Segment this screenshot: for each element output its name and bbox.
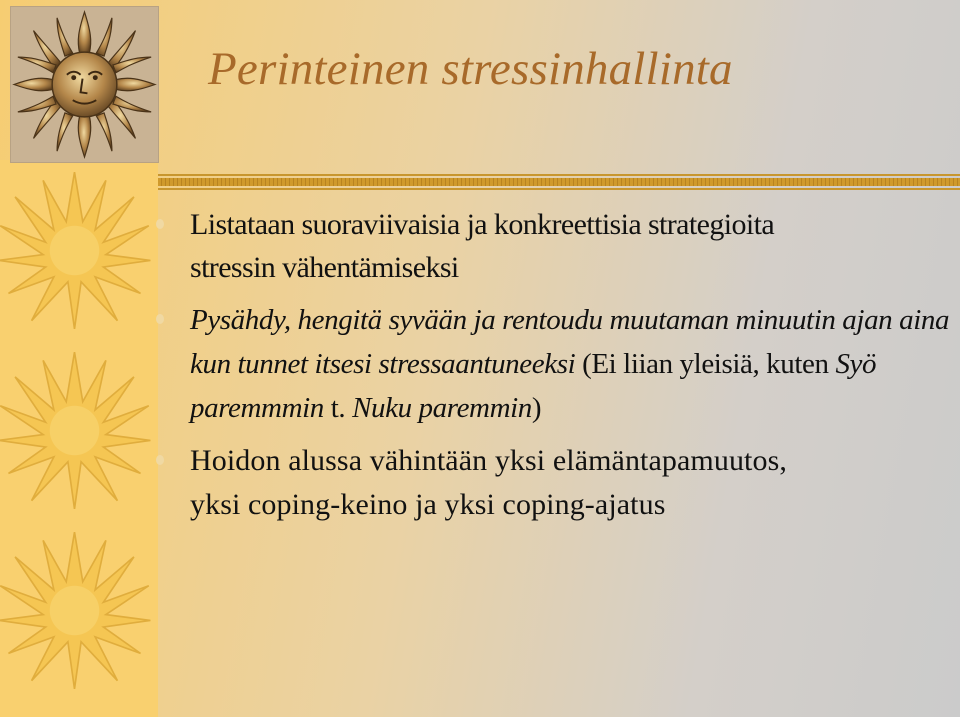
sun-icon	[0, 348, 157, 513]
bullet-marker	[156, 455, 164, 465]
left-decorative-band	[0, 160, 158, 717]
bullet-list	[150, 203, 950, 527]
bullet-text-italic: Pysähdy, hengitä syvään ja rentoudu muutaman minuutin ajan aina kun tunnet itsesi stressaantuneeksi	[190, 304, 950, 380]
bullet-text-plain: t.	[323, 392, 353, 424]
sun-icon	[0, 528, 157, 693]
bullet-text-italic: Syö paremmmin	[190, 348, 877, 424]
bullet-marker	[156, 314, 164, 324]
bullet-text-plain: )	[531, 392, 542, 424]
bullet-item	[150, 439, 950, 527]
bullet-text-plain: (Ei liian yleisiä, kuten	[575, 348, 836, 380]
bullet-item	[150, 203, 950, 289]
bullet-text-line2: yksi coping-keino ja yksi coping-ajatus	[190, 488, 666, 521]
bullet-text-line1: Hoidon alussa vähintään yksi elämäntapamuutos,	[190, 444, 787, 477]
sun-icon	[0, 168, 157, 333]
bullet-text-line1: Listataan suoraviivaisia ja konkreettisia strategioita	[190, 208, 775, 241]
bullet-text-line2: stressin vähentämiseksi	[190, 251, 459, 284]
sun-face-icon	[10, 6, 159, 163]
slide-title: Perinteinen stressinhallinta	[208, 43, 733, 95]
bullet-item	[150, 298, 950, 430]
bullet-marker	[156, 219, 164, 229]
bullet-text-italic: Nuku paremmin	[352, 392, 532, 424]
title-divider	[158, 174, 960, 190]
